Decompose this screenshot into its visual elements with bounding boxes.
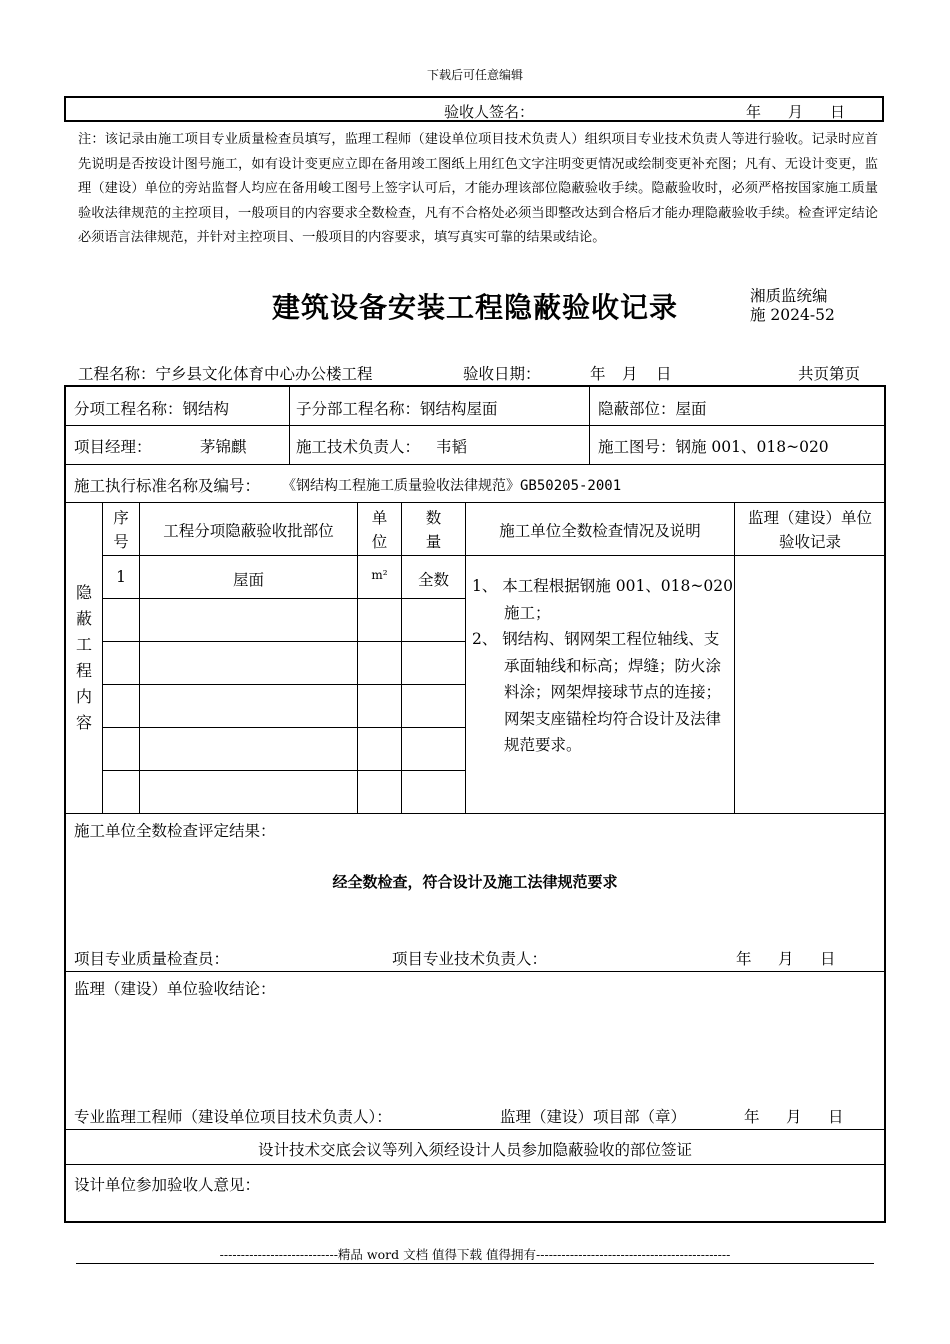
page-title: 建筑设备安装工程隐蔽验收记录 bbox=[271, 291, 678, 324]
row-divider bbox=[65, 464, 885, 465]
header-supervision-line1: 监理（建设）单位 bbox=[747, 509, 872, 527]
row-divider bbox=[102, 598, 465, 599]
project-manager-label: 项目经理： bbox=[74, 438, 152, 456]
quality-inspector-label: 项目专业质量检查员： bbox=[74, 950, 230, 968]
hidden-work-side-label bbox=[66, 580, 102, 736]
side-char: 容 bbox=[75, 713, 92, 732]
header-seq-line1: 序 bbox=[113, 509, 129, 527]
page-count: 共页第页 bbox=[798, 365, 861, 383]
supervision-conclusion-label: 监理（建设）单位验收结论： bbox=[74, 980, 276, 998]
row-divider bbox=[102, 770, 465, 771]
row-divider bbox=[102, 727, 465, 728]
sub-item-name: 分项工程名称：钢结构 bbox=[74, 400, 230, 418]
row-unit: m² bbox=[371, 568, 388, 582]
check-description bbox=[472, 573, 734, 759]
row-divider bbox=[102, 641, 465, 642]
side-char: 隐 bbox=[75, 583, 92, 602]
standard-value: 《钢结构工程施工质量验收法律规范》GB50205-2001 bbox=[282, 478, 622, 494]
date-day: 日 bbox=[656, 365, 672, 383]
supervision-day: 日 bbox=[828, 1108, 844, 1126]
row-divider bbox=[102, 684, 465, 685]
signature-row bbox=[64, 96, 884, 122]
row-qty: 全数 bbox=[417, 571, 449, 589]
top-note: 下载后可任意编辑 bbox=[426, 68, 523, 82]
row-divider bbox=[65, 502, 885, 503]
description-item: 1、 本工程根据钢施 001、018~020 施工； bbox=[472, 577, 733, 622]
header-qty-line1: 数 bbox=[425, 509, 442, 527]
result-day: 日 bbox=[820, 950, 836, 968]
supervision-month: 月 bbox=[786, 1108, 802, 1126]
sub-part-name: 子分部工程名称：钢结构屋面 bbox=[296, 400, 498, 418]
row-divider bbox=[65, 1129, 885, 1130]
drawing-number: 施工图号：钢施 001、018~020 bbox=[598, 438, 829, 456]
column-divider bbox=[465, 502, 466, 813]
row-seq: 1 bbox=[116, 568, 126, 586]
supervision-engineer-label: 专业监理工程师（建设单位项目技术负责人）： bbox=[74, 1108, 392, 1126]
hidden-location: 隐蔽部位：屋面 bbox=[598, 400, 707, 418]
header-part: 工程分项隐蔽验收批部位 bbox=[163, 522, 334, 540]
row-divider bbox=[102, 555, 885, 556]
row-divider bbox=[65, 971, 885, 972]
design-opinion-label: 设计单位参加验收人意见： bbox=[74, 1176, 261, 1194]
header-unit bbox=[358, 506, 401, 554]
form-code-line2: 施 2024-52 bbox=[750, 306, 835, 324]
signature-day: 日 bbox=[830, 103, 846, 121]
form-code-line1: 湘质监统编 bbox=[750, 287, 828, 305]
form-code bbox=[750, 287, 835, 325]
supervision-dept-label: 监理（建设）项目部（章） bbox=[500, 1108, 687, 1126]
instructions-note: 注：该记录由施工项目专业质量检查员填写，监理工程师（建设单位项目技术负责人）组织项目专业技术负责人等进行验收。记录时应首先说明是否按设计图号施工，如有设计变更应立即在备用竣工图纸上用红色文字注明变更情况或绘制变更补充图；凡有、无设计变更，监理（建设）单位的旁站监督人均应在备用峻工图号上签字认可后，才能办理该部位隐蔽验收手续。隐蔽验收时，必须严格按国家施工质量验收法律规范的主控项目，一般项目的内容要求全数检查，凡有不合格处必须当即整改达到合格后才能办理隐蔽验收手续。检查评定结论必须语言法律规范，并针对主控项目、一般项目的内容要求，填写真实可靠的结果或结论。 bbox=[78, 132, 878, 245]
description-item: 2、 钢结构、钢网架工程位轴线、支承面轴线和标高；焊缝；防火涂料涂；网架焊接球节点的连接；网架支座锚栓均符合设计及法律规范要求。 bbox=[472, 630, 722, 754]
column-divider bbox=[139, 502, 140, 813]
side-char: 蔽 bbox=[75, 609, 92, 628]
acceptance-date-label: 验收日期： bbox=[463, 365, 541, 383]
header-unit-line2: 位 bbox=[371, 533, 388, 551]
header-unit-line1: 单 bbox=[371, 509, 388, 527]
row-divider bbox=[65, 425, 885, 426]
date-year: 年 bbox=[590, 365, 606, 383]
header-qty-line2: 量 bbox=[425, 533, 442, 551]
signature-label: 验收人签名： bbox=[444, 103, 535, 121]
header-supervision bbox=[735, 506, 885, 554]
date-month: 月 bbox=[622, 365, 638, 383]
footer-text: ----------------------------精品 word 文档 值得下载 值得拥有---------------------------------------------- bbox=[219, 1247, 731, 1262]
side-char: 工 bbox=[75, 635, 92, 654]
supervision-year: 年 bbox=[744, 1108, 760, 1126]
header-seq bbox=[103, 506, 139, 554]
signature-month: 月 bbox=[788, 103, 804, 121]
header-seq-line2: 号 bbox=[113, 533, 129, 551]
tech-lead-label: 施工技术负责人： bbox=[296, 438, 421, 456]
row-divider bbox=[65, 1164, 885, 1165]
column-divider bbox=[289, 386, 290, 464]
header-supervision-line2: 验收记录 bbox=[778, 533, 841, 551]
row-part: 屋面 bbox=[232, 571, 264, 589]
side-char: 内 bbox=[75, 687, 92, 706]
result-text: 经全数检查，符合设计及施工法律规范要求 bbox=[332, 873, 618, 891]
row-divider bbox=[65, 813, 885, 814]
header-check: 施工单位全数检查情况及说明 bbox=[499, 522, 701, 540]
tech-lead: 韦韬 bbox=[436, 438, 468, 456]
project-tech-lead-label: 项目专业技术负责人： bbox=[392, 950, 548, 968]
side-char: 程 bbox=[75, 661, 92, 680]
design-signoff-row: 设计技术交底会议等列入须经设计人员参加隐蔽验收的部位签证 bbox=[257, 1141, 692, 1159]
project-name: 工程名称：宁乡县文化体育中心办公楼工程 bbox=[78, 365, 373, 383]
footer-rule bbox=[76, 1263, 874, 1264]
header-qty bbox=[402, 506, 465, 554]
standard-label: 施工执行标准名称及编号： bbox=[74, 477, 261, 495]
signature-year: 年 bbox=[746, 103, 762, 121]
result-label: 施工单位全数检查评定结果： bbox=[74, 822, 276, 840]
project-manager: 茅锦麒 bbox=[200, 438, 247, 456]
result-year: 年 bbox=[736, 950, 752, 968]
result-month: 月 bbox=[778, 950, 794, 968]
column-divider bbox=[589, 386, 590, 464]
